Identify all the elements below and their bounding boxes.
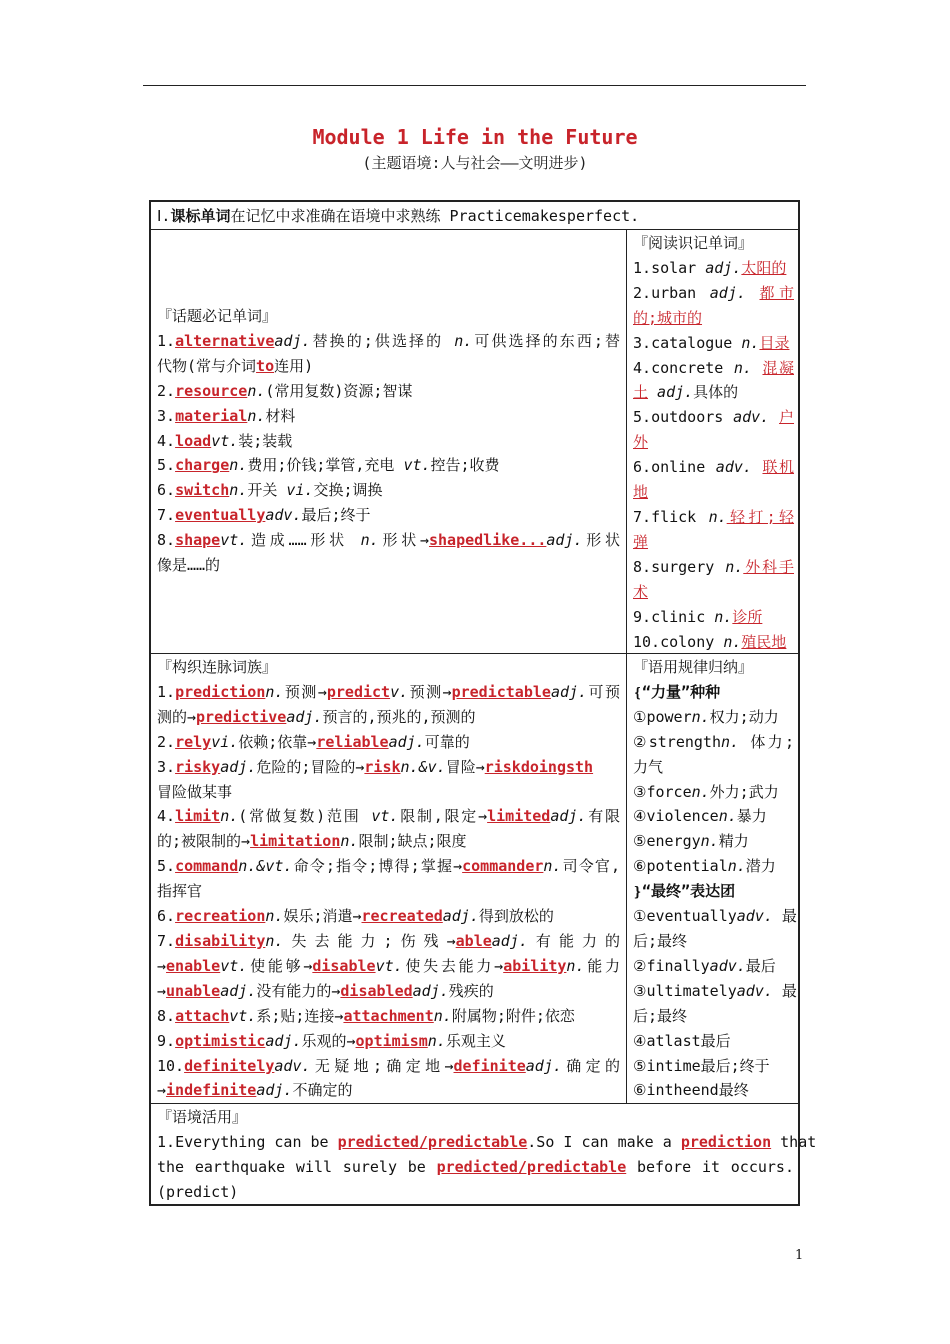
- rules-item: ⑤intime最后;终于: [633, 1056, 770, 1075]
- family-heading: 『构织连脉词族』: [157, 658, 278, 676]
- family-4-cont: 的;被限制的→limitationn.限制;缺点;限度: [157, 832, 467, 851]
- context-sentence-1-cont: the earthquake will surely be predicted/predictable before it occurs.: [157, 1157, 794, 1176]
- rules-item-cont: 后;最终: [633, 1006, 688, 1025]
- reading-item-cont: 术: [633, 582, 649, 601]
- topic-heading: 『话题必记单词』: [157, 307, 278, 325]
- reading-item-cont: 地: [633, 483, 649, 502]
- topic-word-7: 7.eventuallyadv.最后;终于: [157, 506, 371, 525]
- topic-word-6: 6.switchn.开关 vi.交换;调换: [157, 481, 383, 500]
- family-3: 3.riskyadj.危险的;冒险的→riskn.&v.冒险→riskdoingsth: [157, 757, 594, 776]
- page-number: 1: [795, 1248, 804, 1263]
- word-family-cell: [157, 655, 620, 1103]
- reading-item-cont: 外: [633, 433, 649, 452]
- family-1-cont: 测的→predictiveadj.预言的,预兆的,预测的: [157, 707, 476, 726]
- reading-item: 7.flick n.轻打;轻: [633, 507, 795, 526]
- family-10-cont: →indefiniteadj.不确定的: [157, 1081, 353, 1100]
- topic-words-cell: [157, 304, 620, 578]
- family-5-cont: 指挥官: [157, 882, 203, 901]
- rules-heading: 『语用规律归纳』: [633, 658, 754, 676]
- reading-words-cell: [633, 231, 794, 654]
- rules-item-cont: 力气: [633, 757, 664, 776]
- rules-group-finally: ❵“最终”表达团: [633, 882, 736, 901]
- column-divider: [626, 229, 627, 1103]
- rules-item: ⑥intheend最终: [633, 1081, 749, 1100]
- reading-heading: 『阅读识记单词』: [633, 234, 754, 252]
- rules-item: ④violencen.暴力: [633, 807, 767, 826]
- context-sentence-1-hint: (predict): [157, 1182, 239, 1201]
- family-7-cont2: →unableadj.没有能力的→disabledadj.残疾的: [157, 981, 494, 1000]
- family-6: 6.recreationn.娱乐;消遣→recreatedadj.得到放松的: [157, 907, 554, 926]
- family-10: 10.definitelyadv.无疑地;确定地→definiteadj.确定的: [157, 1056, 620, 1075]
- family-5: 5.commandn.&vt.命令;指令;博得;掌握→commandern.司令官,: [157, 857, 621, 876]
- context-heading: 『语境活用』: [157, 1108, 248, 1126]
- rules-item-cont: 后;最终: [633, 931, 688, 950]
- family-7: 7.disabilityn.失去能力;伤残→ableadj.有能力的: [157, 931, 620, 950]
- topic-word-1-cont: 代物(常与介词to连用): [157, 356, 314, 375]
- reading-item: 2.urban adj. 都市: [633, 283, 794, 302]
- family-7-cont: →enablevt.使能够→disablevt.使失去能力→abilityn.能力: [157, 956, 620, 975]
- rules-item: ⑤energyn.精力: [633, 832, 749, 851]
- reading-item: 4.concrete n. 混凝: [633, 358, 794, 377]
- rules-item: ②finallyadv.最后: [633, 956, 776, 975]
- reading-item-cont: 的;城市的: [633, 308, 703, 327]
- context-sentence-1: 1.Everything can be predicted/predictable.So I can make a prediction that: [157, 1132, 817, 1151]
- rules-item: ①eventuallyadv. 最: [633, 907, 797, 926]
- rules-item: ③forcen.外力;武力: [633, 782, 779, 801]
- page-subtitle: (主题语境:人与社会——文明进步): [362, 154, 588, 172]
- context-usage-cell: [157, 1105, 817, 1205]
- family-8: 8.attachvt.系;贴;连接→attachmentn.附属物;附件;依恋: [157, 1006, 575, 1025]
- family-3-cont: 冒险做某事: [157, 782, 233, 801]
- usage-rules-cell: [633, 655, 797, 1103]
- topic-word-4: 4.loadvt.装;装载: [157, 431, 293, 450]
- reading-item-cont: 土 adj.具体的: [633, 383, 739, 402]
- reading-item: 8.surgery n.外科手: [633, 557, 794, 576]
- rules-item: ①powern.权力;动力: [633, 707, 779, 726]
- rules-item: ③ultimatelyadv. 最: [633, 981, 797, 1000]
- topic-word-1: 1.alternativeadj.替换的;供选择的 n.可供选择的东西;替: [157, 331, 620, 350]
- rules-item: ②strengthn. 体力;: [633, 732, 795, 751]
- topic-word-3: 3.materialn.材料: [157, 406, 296, 425]
- top-rule: [143, 85, 806, 86]
- reading-item: 6.online adv. 联机: [633, 458, 794, 477]
- reading-item: 9.clinic n.诊所: [633, 607, 763, 626]
- reading-item: 1.solar adj.太阳的: [633, 258, 787, 277]
- family-1: 1.predictionn.预测→predictv.预测→predictableadj.可预: [157, 682, 620, 701]
- family-4: 4.limitn.(常做复数)范围 vt.限制,限定→limitedadj.有限: [157, 807, 621, 826]
- reading-item: 5.outdoors adv. 户: [633, 408, 795, 427]
- page-title: Module 1 Life in the Future: [312, 125, 638, 149]
- topic-word-5: 5.chargen.费用;价钱;掌管,充电 vt.控告;收费: [157, 456, 500, 475]
- reading-item-cont: 弹: [633, 532, 649, 551]
- vocabulary-table: [149, 200, 817, 1206]
- family-9: 9.optimisticadj.乐观的→optimismn.乐观主义: [157, 1031, 506, 1050]
- rules-item: ⑥potentialn.潜力: [633, 857, 776, 876]
- rules-group-power: ❴“力量”种种: [633, 682, 721, 701]
- family-2: 2.relyvi.依赖;依靠→reliableadj.可靠的: [157, 732, 470, 751]
- topic-word-2: 2.resourcen.(常用复数)资源;智谋: [157, 381, 413, 400]
- section-header: Ⅰ.课标单词在记忆中求准确在语境中求熟练 Practicemakesperfect.: [157, 207, 640, 225]
- topic-word-8: 8.shapevt.造成……形状 n.形状→shapedlike...adj.形状: [157, 531, 621, 550]
- rules-item: ④atlast最后: [633, 1031, 731, 1050]
- topic-word-8-cont: 像是……的: [157, 556, 221, 575]
- row-divider: [151, 229, 798, 230]
- reading-item: 3.catalogue n.目录: [633, 333, 790, 352]
- reading-item: 10.colony n.殖民地: [633, 632, 787, 651]
